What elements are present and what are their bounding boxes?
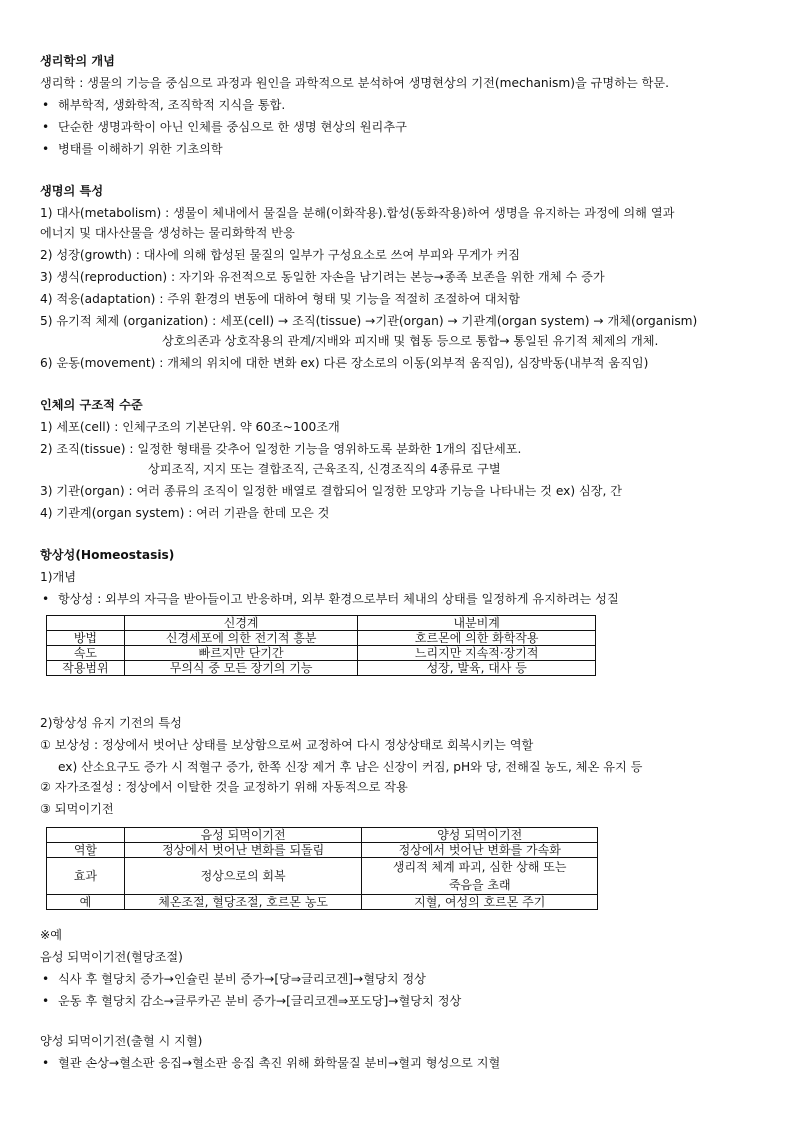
table-cell: 양성 되먹이기전 — [362, 828, 598, 843]
table-row — [47, 646, 596, 661]
paragraph-line: 2) 성장(growth) : 대사에 의해 합성된 물질의 일부가 구성요소로 쓰여 부피와 무게가 커짐 — [40, 248, 520, 262]
subheading: 양성 되먹이기전(출혈 시 지혈) — [40, 1034, 203, 1048]
list-item: • 혈관 손상→혈소판 응집→혈소판 응집 촉진 위해 화학물질 분비→혈괴 형성으로 지혈 — [40, 1054, 500, 1072]
table-cell: 빠르지만 단기간 — [124, 646, 358, 661]
paragraph-line: 상피조직, 지지 또는 결합조직, 근육조직, 신경조직의 4종류로 구별 — [148, 462, 501, 476]
table-cell: 내분비계 — [358, 616, 596, 631]
cell-line: 생리적 체계 파괴, 심한 상해 또는 — [392, 860, 567, 874]
cell-line: 죽음을 초래 — [448, 878, 511, 892]
paragraph-line: ② 자가조절성 : 정상에서 이탈한 것을 교정하기 위해 자동적으로 작용 — [40, 780, 408, 794]
table-cell: 신경세포에 의한 전기적 흥분 — [124, 631, 358, 646]
table-cell: 정상에서 벗어난 변화를 가속화 — [362, 843, 598, 858]
paragraph-line: 3) 기관(organ) : 여러 종류의 조직이 일정한 배열로 결합되어 일정한 모양과 기능을 나타내는 것 ex) 심장, 간 — [40, 484, 623, 498]
list-item: • 식사 후 혈당치 증가→인슐린 분비 증가→[당⇒글리코겐]→혈당치 정상 — [40, 970, 426, 988]
table-cell: 음성 되먹이기전 — [124, 828, 362, 843]
table-cell: 작용범위 — [47, 661, 125, 676]
subheading: 음성 되먹이기전(혈당조절) — [40, 950, 183, 964]
table-cell — [362, 858, 598, 895]
list-item: • 운동 후 혈당치 감소→글루카곤 분비 증가→[글리코겐⇒포도당]→혈당치 정상 — [40, 992, 461, 1010]
table-row — [47, 631, 596, 646]
paragraph-line: 1) 대사(metabolism) : 생물이 체내에서 물질을 분해(이화작용).합성(동화작용)하여 생명을 유지하는 과정에 의해 열과 — [40, 206, 675, 220]
note-label: ※예 — [40, 928, 62, 942]
table-cell: 정상에서 벗어난 변화를 되돌림 — [124, 843, 362, 858]
table-cell: 체온조절, 혈당조절, 호르몬 농도 — [124, 895, 362, 910]
physiology-definition: 생리학 : 생물의 기능을 중심으로 과정과 원인을 과학적으로 분석하여 생명현상의 기전(mechanism)을 규명하는 학문. — [40, 76, 670, 90]
paragraph-line: 5) 유기적 체제 (organization) : 세포(cell) → 조직(tissue) →기관(organ) → 기관계(organ system) → 개체(organism) — [40, 314, 698, 328]
table-cell: 효과 — [47, 858, 125, 895]
table-cell: 지혈, 여성의 호르몬 주기 — [362, 895, 598, 910]
paragraph-line: 2) 조직(tissue) : 일정한 형태를 갖추어 일정한 기능을 영위하도록 분화한 1개의 집단세포. — [40, 442, 522, 456]
feedback-mechanism-table — [46, 827, 598, 910]
table-cell: 무의식 중 모든 장기의 기능 — [124, 661, 358, 676]
table-cell: 느리지만 지속적·장기적 — [358, 646, 596, 661]
paragraph-line: 에너지 및 대사산물을 생성하는 물리화학적 반응 — [40, 226, 295, 240]
table-cell: 성장, 발육, 대사 등 — [358, 661, 596, 676]
paragraph-line: ex) 산소요구도 증가 시 적혈구 증가, 한쪽 신장 제거 후 남은 신장이 커짐, pH와 당, 전해질 농도, 체온 유지 등 — [58, 760, 643, 774]
table-row — [47, 661, 596, 676]
section-title-physiology-concept: 생리학의 개념 — [40, 54, 115, 68]
paragraph-line: 3) 생식(reproduction) : 자기와 유전적으로 동일한 자손을 남기려는 본능→종족 보존을 위한 개체 수 증가 — [40, 270, 605, 284]
table-cell: 호르몬에 의한 화학작용 — [358, 631, 596, 646]
subheading: 1)개념 — [40, 570, 77, 584]
paragraph-line: 6) 운동(movement) : 개체의 위치에 대한 변화 ex) 다른 장소로의 이동(외부적 움직임), 심장박동(내부적 움직임) — [40, 356, 649, 370]
section-title-life-characteristics: 생명의 특성 — [40, 184, 104, 198]
paragraph-line: 상호의존과 상호작용의 관계/지배와 피지배 및 협동 등으로 통합→ 통일된 유기적 체제의 개체. — [162, 334, 659, 348]
table-cell: 속도 — [47, 646, 125, 661]
section-title-homeostasis: 항상성(Homeostasis) — [40, 548, 175, 562]
table-row — [47, 843, 598, 858]
paragraph-line: 4) 적응(adaptation) : 주위 환경의 변동에 대하여 형태 및 기능을 적절히 조절하여 대처함 — [40, 292, 521, 306]
list-item: • 병태를 이해하기 위한 기초의학 — [40, 140, 223, 158]
paragraph-line: 4) 기관계(organ system) : 여러 기관을 한데 모은 것 — [40, 506, 330, 520]
table-cell — [47, 616, 125, 631]
table-row — [47, 858, 598, 895]
table-header-row — [47, 616, 596, 631]
table-cell: 예 — [47, 895, 125, 910]
paragraph-line: 1) 세포(cell) : 인체구조의 기본단위. 약 60조~100조개 — [40, 420, 340, 434]
table-cell: 방법 — [47, 631, 125, 646]
nervous-endocrine-table — [46, 615, 596, 676]
table-cell: 역할 — [47, 843, 125, 858]
table-row — [47, 895, 598, 910]
paragraph-line: ③ 되먹이기전 — [40, 802, 114, 816]
section-title-structural-levels: 인체의 구조적 수준 — [40, 398, 143, 412]
table-header-row — [47, 828, 598, 843]
table-cell: 신경계 — [124, 616, 358, 631]
subheading: 2)항상성 유지 기전의 특성 — [40, 716, 182, 730]
table-cell — [47, 828, 125, 843]
paragraph-line: ① 보상성 : 정상에서 벗어난 상태를 보상함으로써 교정하여 다시 정상상태로 회복시키는 역할 — [40, 738, 534, 752]
table-cell: 정상으로의 회복 — [124, 858, 362, 895]
list-item: • 항상성 : 외부의 자극을 받아들이고 반응하며, 외부 환경으로부터 체내의 상태를 일정하게 유지하려는 성질 — [40, 590, 619, 608]
list-item: • 단순한 생명과학이 아닌 인체를 중심으로 한 생명 현상의 원리추구 — [40, 118, 407, 136]
list-item: • 해부학적, 생화학적, 조직학적 지식을 통합. — [40, 96, 285, 114]
